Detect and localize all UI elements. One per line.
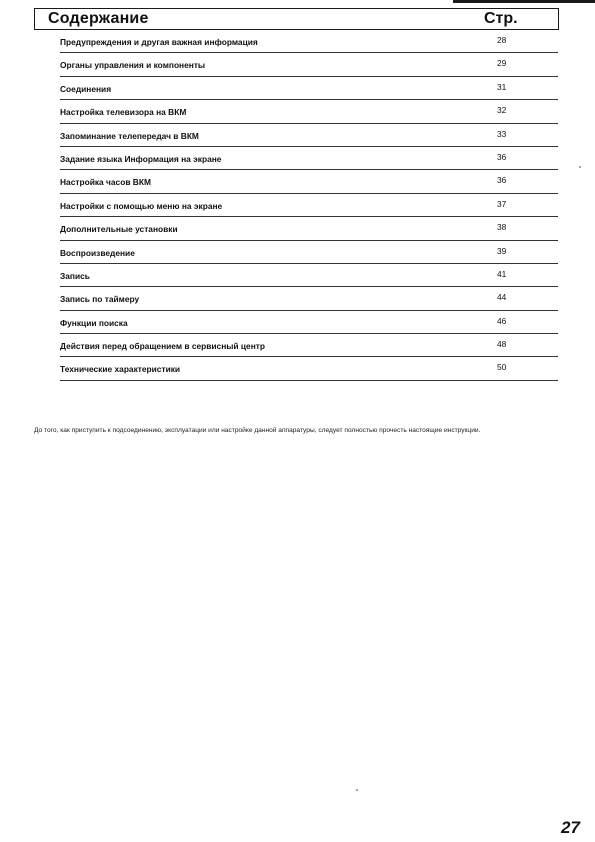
toc-entry-label: Запоминание телепередач в ВКМ	[60, 130, 199, 141]
toc-entry-page: 50	[497, 362, 507, 373]
toc-entry-label: Запись	[60, 270, 90, 281]
toc-entry-label: Предупреждения и другая важная информация	[60, 37, 258, 47]
toc-entry[interactable]	[60, 77, 558, 100]
toc-entry-page: 38	[497, 222, 507, 233]
scan-speck	[356, 789, 358, 791]
toc-entry-label: Органы управления и компоненты	[60, 60, 206, 71]
toc-entry-label: Настройка телевизора на ВКМ	[60, 107, 187, 118]
page-number: 27	[561, 818, 580, 837]
toc-entry-page: 48	[497, 339, 507, 350]
toc-entry-label: Запись по таймеру	[60, 294, 140, 305]
toc-entry-label: Функции поиска	[60, 317, 128, 328]
toc-entry[interactable]	[60, 147, 558, 170]
toc-entry-page: 44	[497, 292, 507, 303]
top-edge-rule	[453, 0, 595, 3]
scan-speck	[579, 166, 581, 168]
toc-entry-page: 36	[497, 151, 507, 162]
toc-entry-page: 41	[497, 268, 507, 279]
toc-entry-label: Задание языка Информация на экране	[60, 153, 222, 164]
toc-entry-page: 36	[497, 175, 507, 186]
toc-entry-page: 33	[497, 128, 507, 139]
toc-entry[interactable]	[60, 287, 558, 310]
toc-entry[interactable]	[60, 53, 558, 76]
toc-entry-page: 32	[497, 105, 507, 116]
toc-entry-label: Настройка часов ВКМ	[60, 177, 151, 188]
toc-entry-page: 28	[497, 35, 507, 45]
toc-entry[interactable]	[60, 357, 558, 380]
toc-list	[60, 30, 558, 381]
toc-entry[interactable]	[60, 194, 558, 217]
toc-entry[interactable]	[60, 241, 558, 264]
toc-entry[interactable]	[60, 217, 558, 240]
toc-entry[interactable]	[60, 334, 558, 357]
toc-entry-label: Воспроизведение	[60, 247, 135, 258]
toc-entry[interactable]	[60, 311, 558, 334]
toc-entry-page: 29	[497, 58, 507, 69]
toc-entry-page: 46	[497, 315, 507, 326]
toc-title: Содержание	[48, 10, 149, 27]
toc-entry-label: Технические характеристики	[60, 364, 181, 375]
toc-entry[interactable]	[60, 100, 558, 123]
toc-entry[interactable]	[60, 170, 558, 193]
toc-entry-label: Действия перед обращением в сервисный центр	[60, 341, 265, 352]
instructions-note: До того, как приступить к подсоединению, эксплуатации или настройке данной аппаратуры, следует полностью прочесть настоящие инструкции.	[34, 426, 481, 434]
toc-entry-page: 31	[497, 81, 507, 92]
toc-entry-label: Соединения	[60, 83, 112, 94]
toc-entry-label: Дополнительные установки	[60, 224, 178, 235]
toc-entry[interactable]	[60, 124, 558, 147]
toc-entry-label: Настройки с помощью меню на экране	[60, 200, 223, 211]
toc-page-column-heading: Стр.	[484, 10, 518, 27]
toc-entry[interactable]	[60, 30, 558, 53]
toc-entry-page: 39	[497, 245, 507, 256]
toc-entry-page: 37	[497, 198, 507, 209]
toc-entry[interactable]	[60, 264, 558, 287]
